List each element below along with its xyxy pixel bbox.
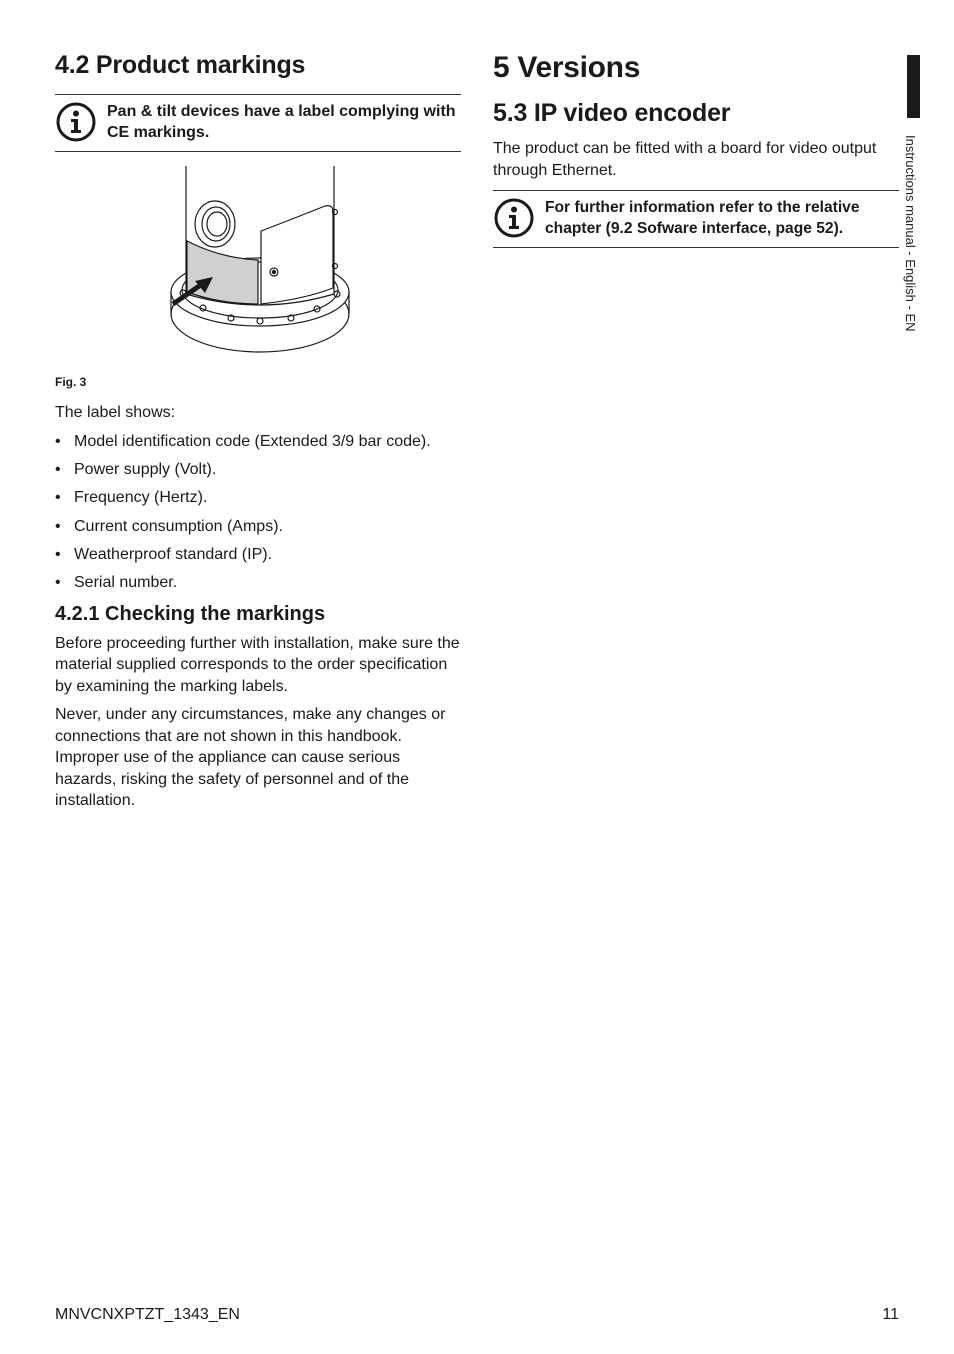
info-circle-icon bbox=[493, 197, 535, 239]
bullet-icon: • bbox=[55, 517, 61, 535]
list-item: • Model identification code (Extended 3/9 bar code). bbox=[55, 432, 431, 450]
info-note-further-info bbox=[493, 190, 899, 248]
note-text: Pan & tilt devices have a label complying with CE markings. bbox=[107, 103, 456, 141]
info-circle-icon bbox=[55, 101, 97, 143]
bullet-icon: • bbox=[55, 574, 61, 592]
note-text: For further information refer to the relative chapter (9.2 Sofware interface, page 52). bbox=[545, 199, 860, 237]
section-title-product-markings: 4.2 Product markings bbox=[55, 51, 306, 79]
list-item: • Weatherproof standard (IP). bbox=[55, 546, 273, 564]
side-label: Instructions manual - English - EN bbox=[903, 135, 918, 332]
figure-3-illustration bbox=[55, 166, 461, 366]
info-note-ce bbox=[55, 94, 461, 152]
bullet-icon: • bbox=[55, 546, 61, 564]
bullet-icon: • bbox=[55, 489, 61, 507]
list-item: • Serial number. bbox=[55, 574, 178, 592]
section-title-ip-video-encoder: 5.3 IP video encoder bbox=[493, 99, 731, 127]
paragraph-checking: Before proceeding further with installation, make sure the material supplied corresponds to the order specification by examining the marking labels. bbox=[55, 634, 460, 695]
paragraph-encoder: The product can be fitted with a board for video output through Ethernet. bbox=[493, 140, 877, 179]
left-column bbox=[55, 48, 461, 812]
bullet-icon: • bbox=[55, 432, 61, 450]
paragraph-warning: Never, under any circumstances, make any changes or connections that are not shown in this handbook. Improper use of the appliance can cause serious hazards, risking the safety of personnel and of the installation. bbox=[55, 706, 446, 810]
list-item: • Current consumption (Amps). bbox=[55, 517, 283, 535]
figure-caption: Fig. 3 bbox=[55, 375, 87, 389]
chapter-title-versions: 5 Versions bbox=[493, 51, 641, 84]
right-column bbox=[493, 48, 899, 248]
list-item: • Power supply (Volt). bbox=[55, 460, 217, 478]
chapter-thumb-tab bbox=[907, 55, 920, 118]
subsection-title-checking-markings: 4.2.1 Checking the markings bbox=[55, 602, 326, 625]
footer-page-number: 11 bbox=[882, 1306, 899, 1323]
bullet-icon: • bbox=[55, 460, 61, 478]
footer-doc-code: MNVCNXPTZT_1343_EN bbox=[55, 1306, 240, 1323]
label-contents-list bbox=[55, 431, 461, 594]
label-intro: The label shows: bbox=[55, 404, 176, 421]
list-item: • Frequency (Hertz). bbox=[55, 489, 208, 507]
